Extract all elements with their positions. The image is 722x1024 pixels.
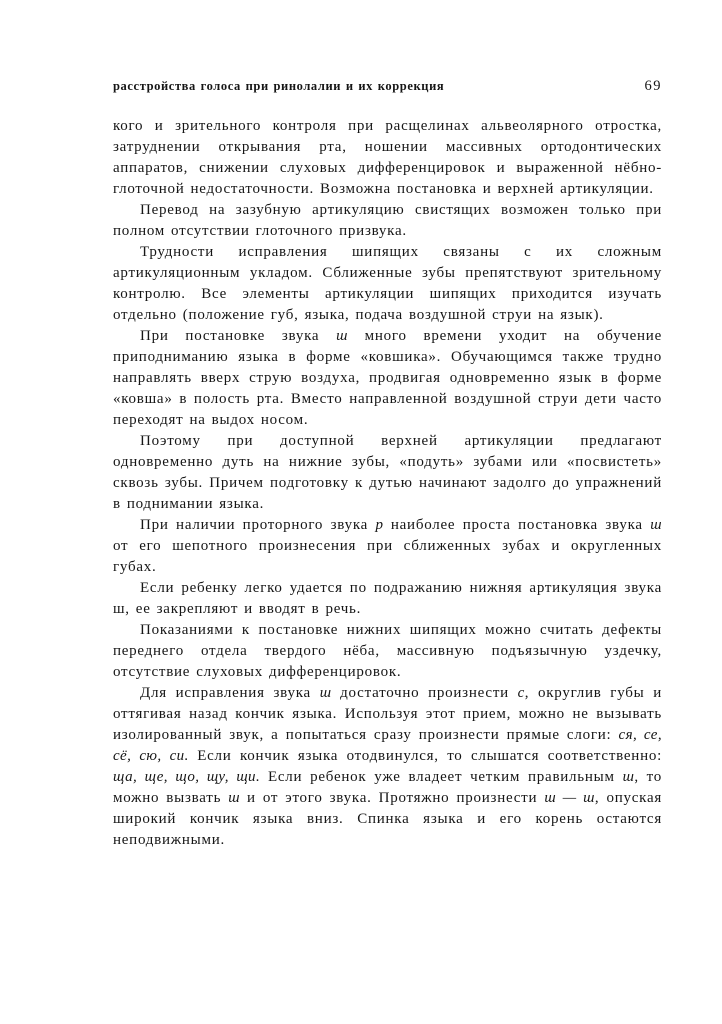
page-number: 69 [644,78,662,94]
text-run: и от этого звука. Протяжно произнести [239,790,545,806]
text-run: Для исправления звука [140,685,320,701]
italic-run: ш [336,328,348,344]
paragraph [113,326,662,431]
text-run: много времени уходит на обучение приподниманию языка в форме «ковшика». Обучающимся также трудно направлять вверх струю воздуха, продвигая одновременно язык в форме «ковша» в полость рта. Вместо направленной воздушной струи дети часто переходят на выдох носом. [113,328,662,428]
italic-run: ща, ще, що, щу, щи. [113,769,261,785]
text-run: Перевод на зазубную артикуляцию свистящих возможен только при полном отсутствии глоточного призвука. [113,202,662,239]
text-run: наиболее проста постановка звука [383,517,651,533]
text-run: При постановке звука [140,328,337,344]
text-run: Поэтому при доступной верхней артикуляции предлагают одновременно дуть на нижние зубы, «подуть» зубами или «посвистеть» сквозь зубы. Причем подготовку к дутью начинают задолго до упражнений в поднимании языка. [113,433,662,512]
running-head: расстройства голоса при ринолалии и их коррекция [113,79,445,93]
text-run: от его шепотного произнесения при сближенных зубах и округленных губах. [113,538,662,575]
text-run: Если кончик языка отодвинулся, то слышатся соответственно: [188,748,663,764]
text-run: Если ребенок уже владеет четким правильным [260,769,623,785]
page-header [113,78,662,95]
italic-run: с [517,685,525,701]
paragraph [113,515,662,578]
italic-run: ш [319,685,332,701]
paragraph [113,578,662,620]
text-run: достаточно произнести [331,685,518,701]
paragraph [113,200,662,242]
paragraph [113,683,662,851]
italic-run: ш — ш [544,790,595,806]
italic-run: ся, се, сё, сю, си. [113,727,662,764]
text-run: Трудности исправления шипящих связаны с их сложным артикуляционным укладом. Сближенные зубы препятствуют зрительному контролю. Все элементы артикуляции шипящих приходится изучать отдельно (положение губ, языка, подача воздушной струи на язык). [113,244,662,323]
text-run: Показаниями к постановке нижних шипящих можно считать дефекты переднего отдела твердого нёба, массивную подъязычную уздечку, отсутствие слуховых дифференцировок. [113,622,662,680]
text-run: , то можно вызвать [113,769,663,806]
body-text [113,116,662,851]
paragraph [113,242,662,326]
italic-run: ш [650,517,663,533]
italic-run: ш [228,790,240,806]
paragraph [113,431,662,515]
text-run: При наличии проторного звука [140,517,376,533]
text-run: , опуская широкий кончик языка вниз. Спинка языка и его корень остаются неподвижными. [113,790,663,848]
paragraph [113,620,662,683]
italic-run: р [375,517,384,533]
text-run: Если ребенку легко удается по подражанию нижняя артикуляция звука ш, ее закрепляют и вводят в речь. [113,580,662,617]
text-run: , округлив губы и оттягивая назад кончик языка. Используя этот прием, можно не вызывать изолированный звук, а попытаться сразу произнести прямые слоги: [113,685,662,743]
paragraph [113,116,662,200]
text-run: кого и зрительного контроля при расщелинах альвеолярного отростка, затруднении открывания рта, ношении массивных ортодонтических аппаратов, снижении слуховых дифференцировок и выраженной нёбно-глоточной недостаточности. Возможна постановка и верхней артикуляции. [113,118,662,197]
italic-run: ш [622,769,635,785]
